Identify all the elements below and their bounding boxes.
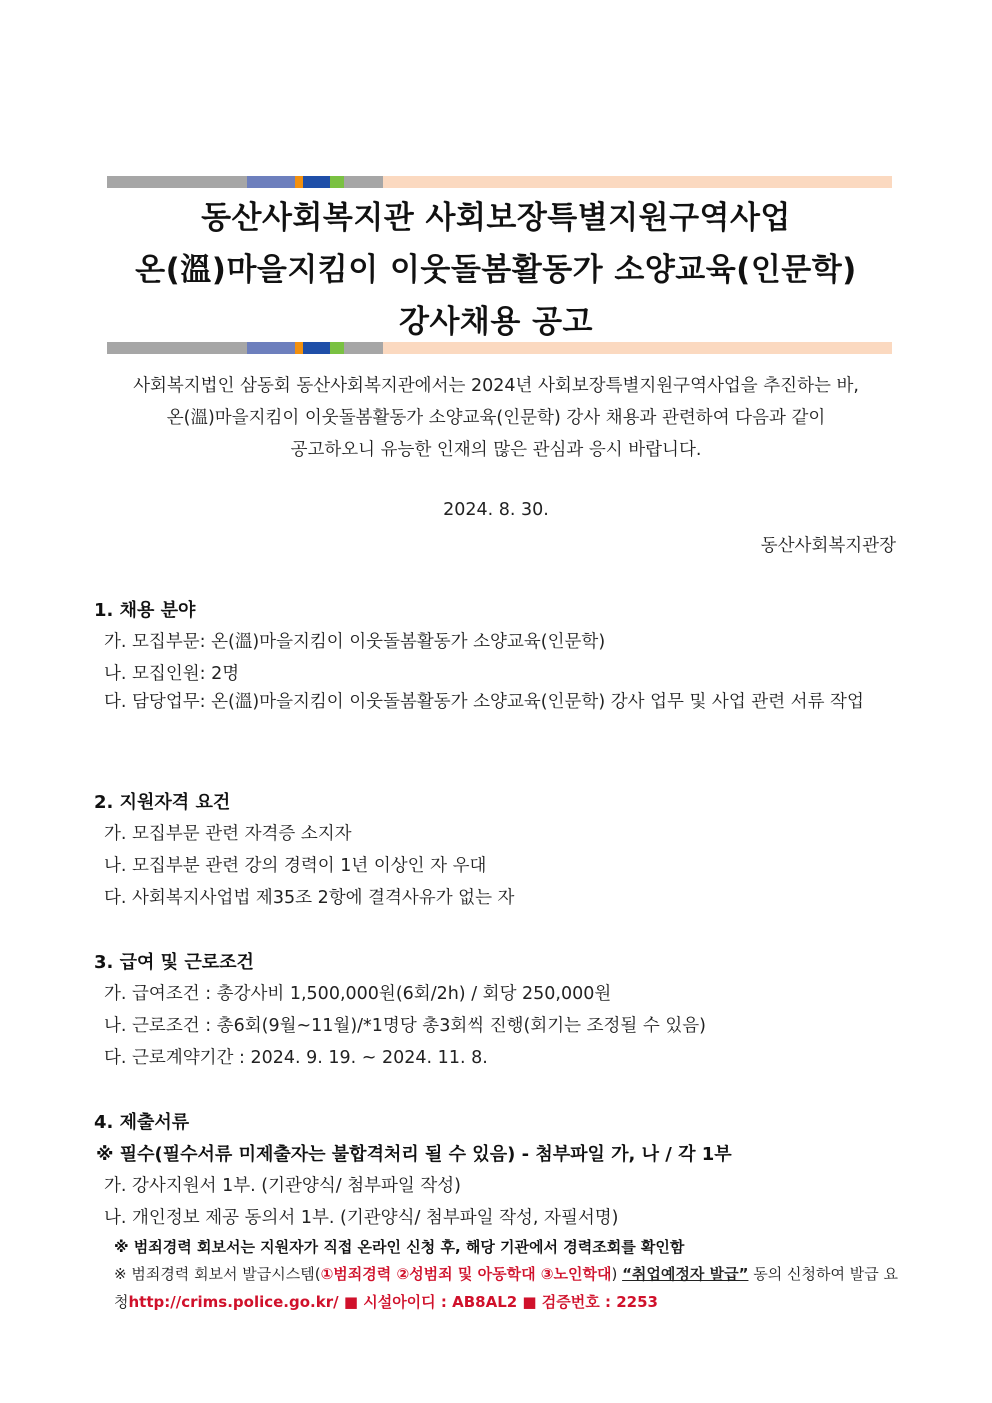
note-2-issue-type: “취업예정자 발급” — [622, 1265, 749, 1283]
intro-line-3: 공고하오니 유능한 인재의 많은 관심과 응시 바랍니다. — [290, 440, 702, 460]
section-2-item-c: 다. 사회복지사업법 제35조 2항에 결격사유가 없는 자 — [104, 888, 515, 908]
note-2-prefix: ※ 범죄경력 회보서 발급시스템( — [114, 1265, 321, 1283]
crims-link[interactable]: http://crims.police.go.kr/ — [128, 1293, 339, 1311]
section-2-item-b: 나. 모집부분 관련 강의 경력이 1년 이상인 자 우대 — [104, 856, 487, 876]
note-2-record-types: ①범죄경력 ②성범죄 및 아동학대 ③노인학대 — [320, 1265, 612, 1283]
bar-seg-blue — [303, 176, 330, 188]
bar-seg-gray — [107, 176, 247, 188]
bar-seg-gray2 — [344, 176, 383, 188]
section-4-required: ※ 필수(필수서류 미제출자는 불합격처리 될 수 있음) - 첨부파일 가, 나 / 각 1부 — [96, 1144, 732, 1165]
section-4-note-2 — [114, 1260, 900, 1316]
title-line-2: 온(溫)마을지킴이 이웃돌봄활동가 소양교육(인문학) — [135, 252, 857, 288]
title-line-1: 동산사회복지관 사회보장특별지원구역사업 — [201, 200, 791, 236]
bar-seg-green — [330, 176, 344, 188]
bar-seg-green — [330, 342, 344, 354]
bar-seg-orange — [295, 342, 303, 354]
section-4-note-1: ※ 범죄경력 회보서는 지원자가 직접 온라인 신청 후, 해당 기관에서 경력조회를 확인함 — [114, 1238, 685, 1256]
bar-seg-peach — [383, 176, 892, 188]
signer: 동산사회복지관장 — [760, 536, 896, 556]
section-2-item-a: 가. 모집부문 관련 자격증 소지자 — [104, 824, 352, 844]
bar-seg-gray — [107, 342, 247, 354]
section-3-item-a: 가. 급여조건 : 총강사비 1,500,000원(6회/2h) / 회당 250,000원 — [104, 984, 612, 1004]
bar-seg-orange — [295, 176, 303, 188]
title-line-3: 강사채용 공고 — [399, 304, 593, 340]
bar-seg-blue — [303, 342, 330, 354]
section-2-title: 2. 지원자격 요건 — [94, 792, 231, 813]
verify-number: ■ 검증번호 : 2253 — [517, 1293, 658, 1311]
top-color-bar — [107, 176, 892, 188]
facility-id: ■ 시설아이디 : AB8AL2 — [338, 1293, 518, 1311]
bar-seg-gray2 — [344, 342, 383, 354]
note-2-mid: ) — [611, 1265, 623, 1283]
bar-seg-slate — [247, 176, 295, 188]
notice-date: 2024. 8. 30. — [443, 500, 549, 520]
note-2-after: 동의 신청하여 발급 요청 — [114, 1265, 898, 1311]
bar-seg-slate — [247, 342, 295, 354]
bar-seg-peach — [383, 342, 892, 354]
section-4-item-b: 나. 개인정보 제공 동의서 1부. (기관양식/ 첨부파일 작성, 자필서명) — [104, 1208, 619, 1228]
intro-line-2: 온(溫)마을지킴이 이웃돌봄활동가 소양교육(인문학) 강사 채용과 관련하여 다음과 같이 — [166, 408, 826, 428]
section-4-item-a: 가. 강사지원서 1부. (기관양식/ 첨부파일 작성) — [104, 1176, 462, 1196]
section-1-item-c: 다. 담당업무: 온(溫)마을지킴이 이웃돌봄활동가 소양교육(인문학) 강사 업무 및 사업 관련 서류 작업 — [104, 692, 864, 712]
section-3-item-c: 다. 근로계약기간 : 2024. 9. 19. ~ 2024. 11. 8. — [104, 1048, 488, 1068]
section-1-item-a: 가. 모집부문: 온(溫)마을지킴이 이웃돌봄활동가 소양교육(인문학) — [104, 632, 606, 652]
section-1-item-b: 나. 모집인원: 2명 — [104, 664, 240, 684]
intro-line-1: 사회복지법인 삼동회 동산사회복지관에서는 2024년 사회보장특별지원구역사업을 추진하는 바, — [133, 376, 859, 396]
section-1-title: 1. 채용 분야 — [94, 600, 196, 621]
section-3-title: 3. 급여 및 근로조건 — [94, 952, 254, 973]
section-3-item-b: 나. 근로조건 : 총6회(9월~11월)/*1명당 총3회씩 진행(회기는 조정될 수 있음) — [104, 1016, 707, 1036]
bottom-color-bar — [107, 342, 892, 354]
section-4-title: 4. 제출서류 — [94, 1112, 190, 1133]
